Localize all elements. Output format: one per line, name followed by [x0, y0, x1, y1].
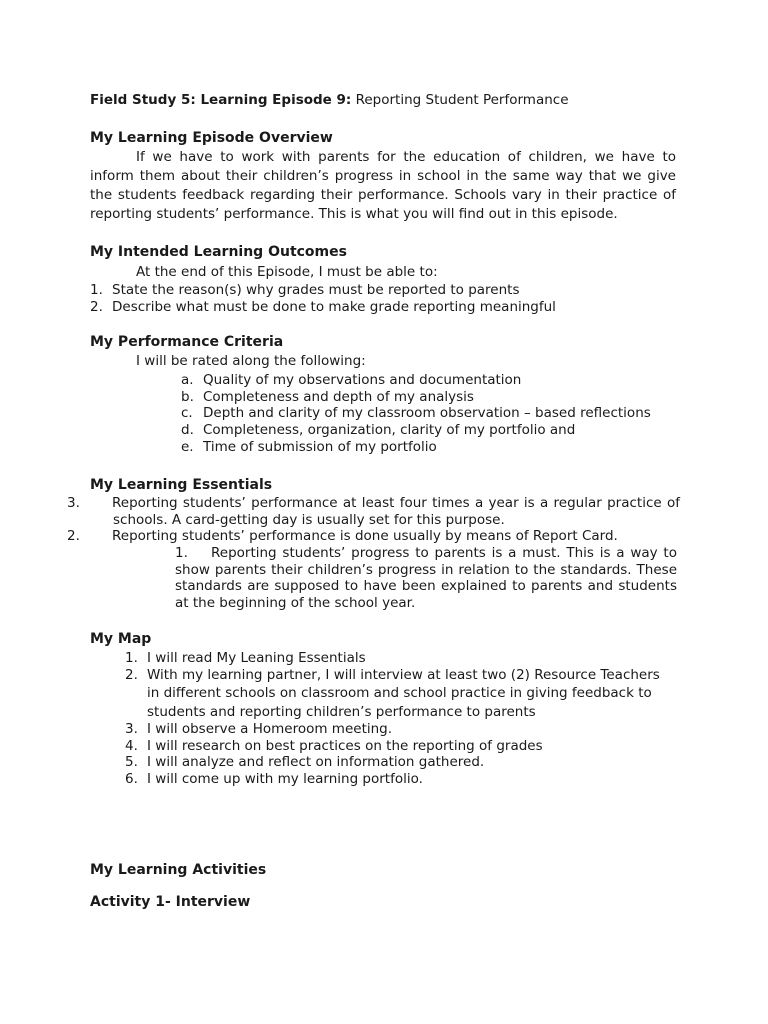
map-number: 2. [125, 667, 138, 683]
map-number: 3. [125, 721, 138, 737]
essentials-subitem [175, 545, 677, 611]
criteria-item [181, 372, 521, 389]
essentials-sub-text: Reporting students’ progress to parents is a must. This is a way to show parents their children’s progress in relation to the standards. These standards are supposed to have been explained to parents and students at the beginning of the school year. [175, 545, 677, 611]
map-number: 6. [125, 771, 138, 787]
outcome-text: Describe what must be done to make grade reporting meaningful [112, 299, 556, 315]
title-normal: Reporting Student Performance [351, 92, 569, 108]
map-item [125, 721, 392, 738]
map-text-line2: in different schools on classroom and school practice in giving feedback to [147, 685, 652, 701]
essentials-list [67, 495, 680, 545]
map-item [125, 667, 660, 684]
criteria-text: Depth and clarity of my classroom observation – based reflections [203, 405, 651, 421]
map-number: 5. [125, 754, 138, 770]
criteria-letter: d. [181, 422, 194, 438]
outcome-text: State the reason(s) why grades must be reported to parents [112, 282, 520, 298]
map-item [125, 771, 423, 788]
criteria-heading: My Performance Criteria [90, 334, 284, 350]
map-text: I will observe a Homeroom meeting. [147, 721, 393, 737]
map-text: I will read My Leaning Essentials [147, 650, 366, 666]
criteria-item [181, 389, 474, 406]
activity1-heading: Activity 1- Interview [90, 894, 251, 910]
essentials-number: 2. [67, 528, 80, 544]
title-bold: Field Study 5: Learning Episode 9: [90, 92, 352, 108]
map-item [125, 650, 366, 667]
overview-paragraph [90, 148, 676, 224]
essentials-sub-number: 1. [175, 545, 188, 561]
criteria-text: Quality of my observations and documentation [203, 372, 522, 388]
essentials-item [67, 528, 680, 545]
outcomes-intro: At the end of this Episode, I must be able to: [136, 264, 438, 280]
essentials-text: Reporting students’ performance is done usually by means of Report Card. [112, 528, 618, 544]
map-number: 1. [125, 650, 138, 666]
criteria-text: Completeness, organization, clarity of my portfolio and [203, 422, 576, 438]
criteria-letter: e. [181, 439, 194, 455]
criteria-text: Completeness and depth of my analysis [203, 389, 474, 405]
essentials-item [67, 495, 680, 528]
map-item [125, 754, 484, 771]
overview-text: If we have to work with parents for the education of children, we have to inform them about their children’s progress in school in the same way that we give the students feedback regarding their performance. Schools vary in their practice of reporting students’ performance. This is what you will find out in this episode. [90, 149, 676, 222]
criteria-item [181, 422, 575, 439]
outcome-number: 1. [90, 282, 103, 298]
essentials-heading: My Learning Essentials [90, 477, 273, 493]
document-title [90, 92, 569, 109]
criteria-letter: a. [181, 372, 194, 388]
outcome-item [90, 282, 520, 299]
criteria-item [181, 405, 651, 422]
map-text: I will research on best practices on the reporting of grades [147, 738, 543, 754]
criteria-item [181, 439, 437, 456]
map-number: 4. [125, 738, 138, 754]
map-text: I will come up with my learning portfolio. [147, 771, 423, 787]
criteria-intro: I will be rated along the following: [136, 353, 366, 369]
map-text-line1: With my learning partner, I will interview at least two (2) Resource Teachers [147, 667, 660, 683]
criteria-text: Time of submission of my portfolio [203, 439, 437, 455]
criteria-letter: c. [181, 405, 193, 421]
map-text: I will analyze and reflect on information gathered. [147, 754, 485, 770]
overview-heading: My Learning Episode Overview [90, 130, 333, 146]
essentials-text: Reporting students’ performance at least four times a year is a regular practice of schools. A card-getting day is usually set for this purpose. [112, 495, 680, 528]
activities-heading: My Learning Activities [90, 862, 267, 878]
outcome-item [90, 299, 556, 316]
outcomes-heading: My Intended Learning Outcomes [90, 244, 347, 260]
criteria-letter: b. [181, 389, 194, 405]
outcome-number: 2. [90, 299, 103, 315]
essentials-number: 3. [67, 495, 80, 511]
map-text-line3: students and reporting children’s performance to parents [147, 704, 536, 720]
map-heading: My Map [90, 631, 152, 647]
map-item [125, 738, 543, 755]
